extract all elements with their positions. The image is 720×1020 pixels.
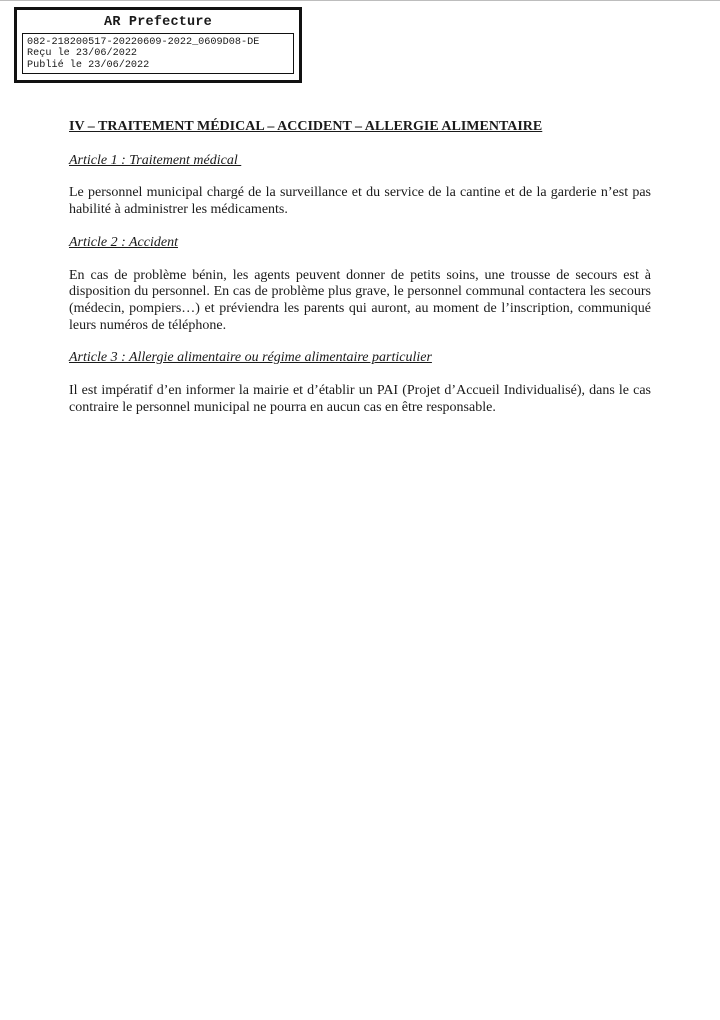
article-2-title: Article 2 : Accident	[69, 234, 178, 250]
stamp-details	[22, 33, 294, 74]
article-3-title: Article 3 : Allergie alimentaire ou régime alimentaire particulier	[69, 350, 432, 366]
stamp-received-date: Reçu le 23/06/2022	[27, 48, 138, 60]
stamp-reference: 082-218200517-20220609-2022_0609D08-DE	[27, 37, 260, 48]
stamp-title: AR Prefecture	[104, 15, 212, 30]
article-3-text: Il est impératif d’en informer la mairie et d’établir un PAI (Projet d’Accueil Individualisé), dans le cas contraire le personnel municipal ne pourra en aucun cas en être responsable.	[69, 383, 651, 415]
stamp-published-date: Publié le 23/06/2022	[27, 59, 150, 71]
article-2-text: En cas de problème bénin, les agents peuvent donner de petits soins, une trousse de secours est à disposition du personnel. En cas de problème plus grave, le personnel communal contactera les secours (médecin, pompiers…) et préviendra les parents qui auront, au moment de l’inscription, communiqué leurs numéros de téléphone.	[69, 267, 651, 333]
page-top-rule	[0, 0, 720, 1]
article-1-title: Article 1 : Traitement médical	[69, 152, 242, 168]
section-title: IV – TRAITEMENT MÉDICAL – ACCIDENT – ALLERGIE ALIMENTAIRE	[69, 119, 543, 134]
document-body	[69, 119, 651, 416]
article-1-text: Le personnel municipal chargé de la surveillance et du service de la cantine et de la garderie n’est pas habilité à administrer les médicaments.	[69, 185, 651, 218]
prefecture-stamp	[14, 7, 302, 83]
